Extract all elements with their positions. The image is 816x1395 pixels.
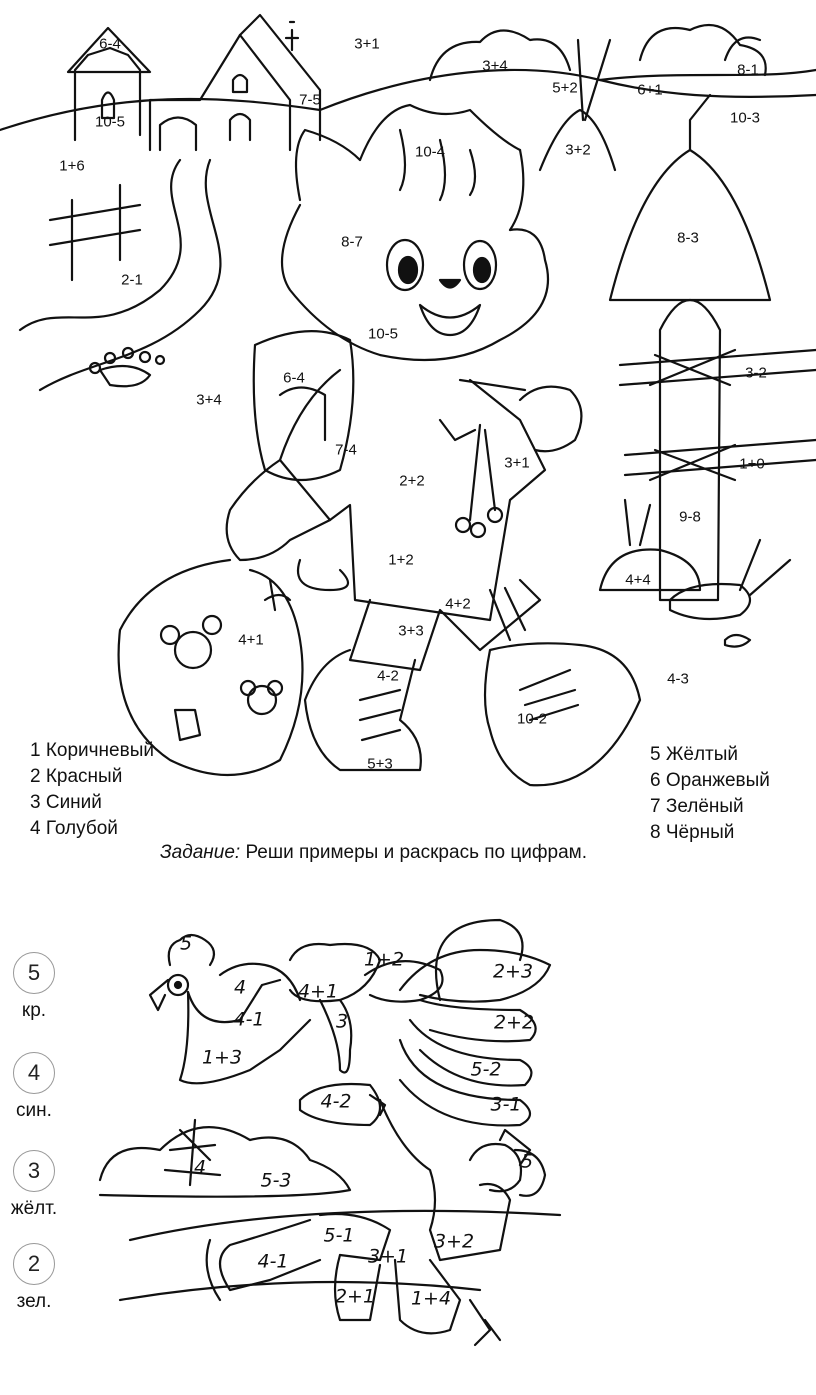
legend-item: 1 Коричневый bbox=[30, 740, 154, 761]
region-label: 5-1 bbox=[323, 1224, 355, 1247]
legend-item: 8 Чёрный bbox=[650, 822, 735, 843]
region-label: 1+0 bbox=[739, 455, 765, 473]
region-label: 5+2 bbox=[552, 79, 578, 97]
region-label: 4+2 bbox=[445, 595, 471, 613]
region-label: 7-4 bbox=[335, 441, 357, 459]
color-key-item bbox=[4, 1150, 64, 1220]
color-key-item bbox=[4, 952, 64, 1022]
legend-item: 6 Оранжевый bbox=[650, 770, 770, 791]
region-label: 5-2 bbox=[470, 1058, 502, 1081]
region-label: 10-4 bbox=[414, 143, 446, 161]
region-label: 2+3 bbox=[492, 960, 534, 983]
key-number-circle: 2 bbox=[13, 1243, 55, 1285]
region-label: 3+1 bbox=[367, 1245, 409, 1268]
region-label: 1+2 bbox=[363, 948, 405, 971]
region-label: 4-1 bbox=[257, 1250, 289, 1273]
region-label: 3+2 bbox=[433, 1230, 475, 1253]
region-label: 3+4 bbox=[196, 391, 222, 409]
region-label: 10-5 bbox=[367, 325, 399, 343]
region-label: 2+1 bbox=[334, 1285, 376, 1308]
region-label: 3+2 bbox=[565, 141, 591, 159]
region-label: 1+2 bbox=[388, 551, 414, 569]
region-label: 1+4 bbox=[410, 1287, 452, 1310]
key-color-name: кр. bbox=[21, 1000, 47, 1021]
color-legend-left bbox=[30, 738, 154, 842]
region-label: 3+4 bbox=[482, 57, 508, 75]
region-label: 8-3 bbox=[677, 229, 699, 247]
region-label: 5-3 bbox=[260, 1169, 292, 1192]
key-number-circle: 5 bbox=[13, 952, 55, 994]
task-label: Задание: bbox=[160, 842, 241, 863]
region-label: 4-2 bbox=[320, 1090, 352, 1113]
legend-item: 7 Зелёный bbox=[650, 796, 744, 817]
region-label: 4 bbox=[193, 1156, 207, 1179]
region-label: 3+1 bbox=[354, 35, 380, 53]
region-label: 9-8 bbox=[679, 508, 701, 526]
legend-item: 3 Синий bbox=[30, 792, 102, 813]
region-label: 1+6 bbox=[59, 157, 85, 175]
region-label: 3 bbox=[335, 1010, 349, 1033]
region-label: 4+1 bbox=[238, 631, 264, 649]
region-label: 3+3 bbox=[398, 622, 424, 640]
region-label: 8-7 bbox=[341, 233, 363, 251]
task-text: Реши примеры и раскрась по цифрам. bbox=[245, 842, 587, 863]
region-label: 3+1 bbox=[504, 454, 530, 472]
key-color-name: зел. bbox=[16, 1291, 52, 1312]
region-label: 4 bbox=[233, 976, 247, 999]
legend-item: 2 Красный bbox=[30, 766, 123, 787]
region-label: 3-1 bbox=[490, 1093, 522, 1116]
color-key-item bbox=[4, 1052, 64, 1122]
region-label: 10-3 bbox=[729, 109, 761, 127]
region-label: 2+2 bbox=[493, 1011, 535, 1034]
region-label: 2-1 bbox=[121, 271, 143, 289]
region-label: 4-3 bbox=[667, 670, 689, 688]
region-label: 6-4 bbox=[99, 35, 121, 53]
region-label: 3-2 bbox=[745, 364, 767, 382]
region-label: 8-1 bbox=[737, 61, 759, 79]
region-label: 4+4 bbox=[625, 571, 651, 589]
key-color-name: жёлт. bbox=[10, 1198, 58, 1219]
region-label: 5+3 bbox=[367, 755, 393, 773]
region-label: 10-2 bbox=[516, 710, 548, 728]
region-label: 4+1 bbox=[297, 980, 339, 1003]
legend-item: 5 Жёлтый bbox=[650, 744, 739, 765]
region-label: 6-4 bbox=[283, 369, 305, 387]
region-label: 7-5 bbox=[299, 91, 321, 109]
key-color-name: син. bbox=[16, 1100, 52, 1121]
ivan-and-tree-drawing bbox=[100, 1090, 560, 1345]
region-label: 5 bbox=[520, 1150, 534, 1173]
region-label: 2+2 bbox=[399, 472, 425, 490]
region-label: 4-2 bbox=[377, 667, 399, 685]
color-legend-right bbox=[650, 742, 770, 846]
color-key-item bbox=[4, 1243, 64, 1313]
region-label: 10-5 bbox=[94, 113, 126, 131]
region-label: 1+3 bbox=[201, 1046, 243, 1069]
region-label: 6+1 bbox=[637, 81, 663, 99]
legend-item: 4 Голубой bbox=[30, 818, 118, 839]
region-label: 5 bbox=[179, 932, 193, 955]
task-instruction bbox=[160, 842, 587, 864]
key-number-circle: 3 bbox=[13, 1150, 55, 1192]
region-label: 4-1 bbox=[233, 1008, 265, 1031]
key-number-circle: 4 bbox=[13, 1052, 55, 1094]
